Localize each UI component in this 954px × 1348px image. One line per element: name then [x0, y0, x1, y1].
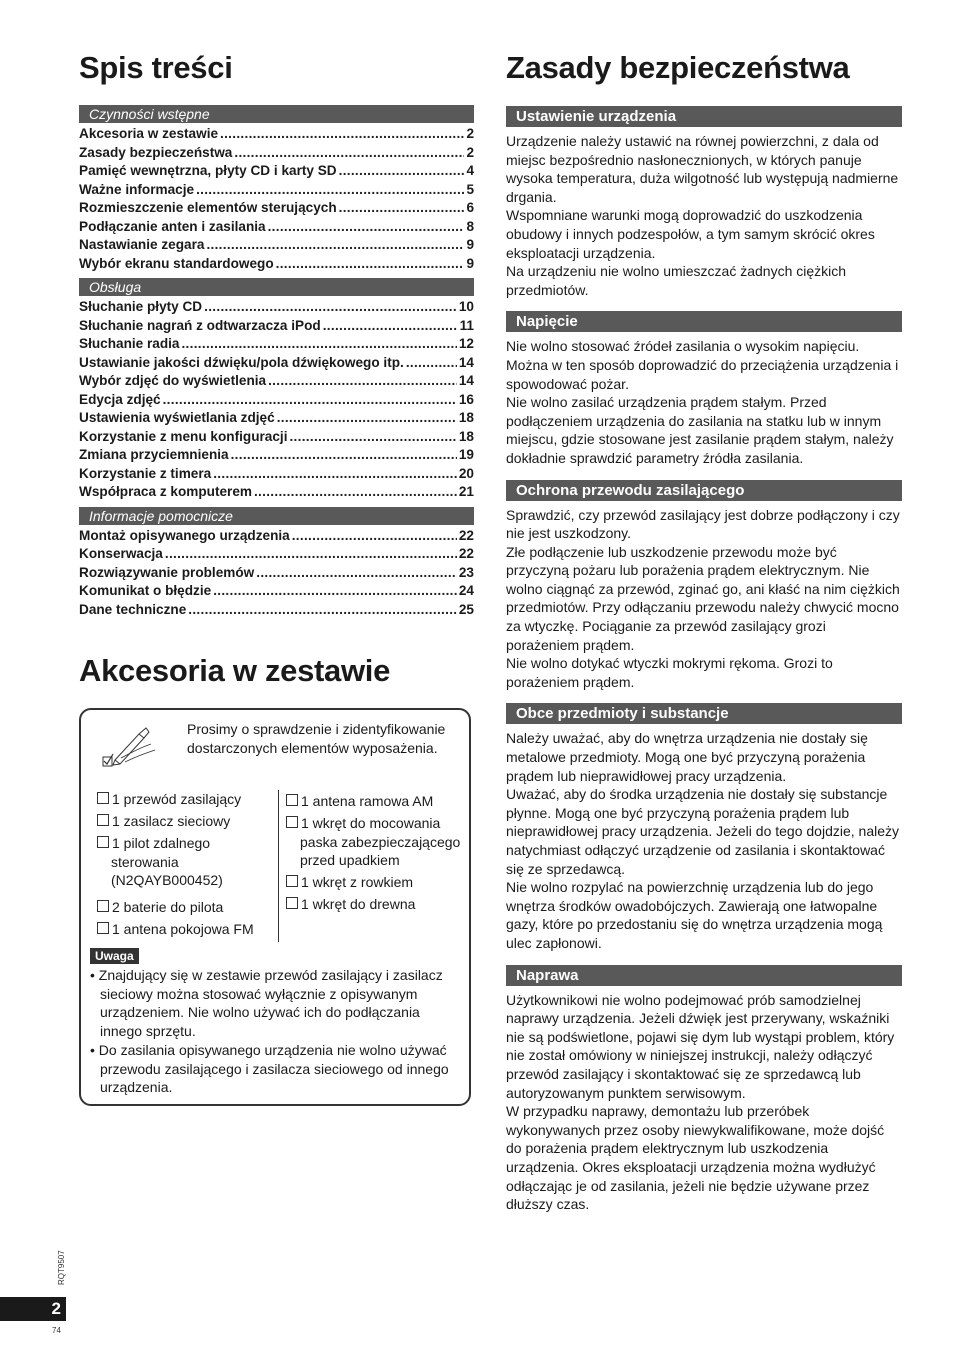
toc-entry-page: 12	[458, 336, 474, 351]
toc-entry-page: 20	[458, 465, 474, 481]
toc-leader-dots	[256, 564, 457, 583]
safety-paragraph: Na urządzeniu nie wolno umieszczać żadnych ciężkich przedmiotów.	[506, 263, 847, 298]
safety-paragraph: Złe podłączenie lub uszkodzenie przewodu może być przyczyną pożaru lub porażenia prądem elektrycznym. Nie wolno ciągnąć za przewód, zginać go, ani kłaść na nim ciężkich przedmiotów. Przy odłączaniu przewodu należy chwycić mocno za wtyczkę. Pociąganie za przewód zasilający grozi porażeniem prądem.	[506, 543, 900, 653]
toc-entry[interactable]	[79, 162, 474, 181]
toc-leader-dots	[206, 236, 464, 255]
toc-entry-label: Zasady bezpieczeństwa	[79, 144, 233, 160]
accessory-item	[286, 814, 461, 870]
toc	[79, 105, 474, 619]
toc-leader-dots	[188, 601, 457, 620]
toc-entry-page: 5	[466, 181, 474, 197]
checkbox-icon[interactable]	[97, 814, 109, 826]
toc-entry[interactable]	[79, 446, 474, 465]
accessory-item	[286, 792, 461, 811]
accessory-label: 1 wkręt do drewna	[301, 896, 416, 912]
toc-leader-dots	[163, 391, 457, 410]
toc-entry[interactable]	[79, 255, 474, 274]
toc-leader-dots	[196, 181, 464, 200]
toc-entry[interactable]	[79, 564, 474, 583]
toc-leader-dots	[277, 409, 457, 428]
accessories-title: Akcesoria w zestawie	[79, 653, 391, 688]
toc-entry-page: 22	[458, 546, 474, 561]
accessory-item	[286, 895, 461, 914]
toc-entry-label: Ustawienia wyświetlania zdjęć	[79, 410, 275, 425]
toc-entry-page: 2	[466, 126, 474, 141]
column-divider	[278, 790, 279, 942]
toc-entry-page: 9	[466, 255, 474, 271]
toc-leader-dots	[234, 144, 464, 163]
toc-entry-page: 6	[466, 200, 474, 215]
toc-entry[interactable]	[79, 428, 474, 447]
checkbox-icon[interactable]	[97, 900, 109, 912]
toc-leader-dots	[220, 125, 464, 144]
accessory-item	[97, 898, 277, 917]
toc-entry[interactable]	[79, 298, 474, 317]
safety-paragraph: Uważać, aby do środka urządzenia nie dostały się substancje płynne. Mogą one być przyczyną porażenia prądem lub nieprawidłowej pracy urządzenia. Jeżeli do tego dojdzie, należy natychmiast odłączyć urządzenie od zasilania i skontaktować się ze sprzedawcą.	[506, 786, 900, 877]
toc-section-heading: Czynności wstępne	[79, 105, 474, 123]
toc-entry-label: Podłączanie anten i zasilania	[79, 218, 266, 234]
toc-entry-label: Zmiana przyciemnienia	[79, 447, 229, 462]
toc-entry[interactable]	[79, 465, 474, 484]
toc-section-heading: Obsługa	[79, 278, 474, 296]
note-text: Do zasilania opisywanego urządzenia nie wolno używać przewodu zasilającego i zasilacza sieciowego od innego urządzenia.	[98, 1041, 449, 1096]
safety-section-body	[506, 132, 902, 299]
accessory-item	[286, 873, 461, 892]
checkbox-icon[interactable]	[286, 897, 298, 909]
toc-leader-dots	[165, 545, 457, 564]
toc-list	[79, 125, 474, 273]
note-label: Uwaga	[90, 948, 139, 964]
safety-title: Zasady bezpieczeństwa	[506, 50, 850, 85]
toc-entry-page: 9	[466, 237, 474, 252]
safety-paragraph: Należy uważać, aby do wnętrza urządzenia nie dostały się metalowe przedmioty. Mogą one być przyczyną porażenia prądem lub nieprawidłowej pracy urządzenia.	[506, 730, 868, 784]
accessory-label: 1 przewód zasilający	[112, 791, 242, 807]
toc-entry-page: 18	[458, 410, 474, 425]
toc-leader-dots	[339, 162, 465, 181]
accessory-label: 1 antena ramowa AM	[301, 793, 434, 809]
toc-entry-label: Ustawianie jakości dźwięku/pola dźwiękowego itp.	[79, 354, 404, 370]
toc-entry[interactable]	[79, 125, 474, 144]
toc-leader-dots	[231, 446, 457, 465]
toc-entry-page: 24	[458, 583, 474, 598]
toc-entry-label: Dane techniczne	[79, 601, 187, 617]
toc-entry[interactable]	[79, 317, 474, 336]
toc-list	[79, 527, 474, 620]
accessories-right-list	[286, 792, 461, 917]
toc-entry-label: Montaż opisywanego urządzenia	[79, 527, 290, 543]
toc-entry[interactable]	[79, 409, 474, 428]
toc-entry-label: Korzystanie z timera	[79, 465, 212, 481]
toc-entry-page: 8	[466, 218, 474, 234]
toc-entry[interactable]	[79, 601, 474, 620]
toc-entry-label: Akcesoria w zestawie	[79, 126, 219, 141]
toc-leader-dots	[406, 354, 457, 373]
accessories-box	[79, 708, 471, 1106]
toc-entry-page: 16	[458, 391, 474, 407]
toc-entry[interactable]	[79, 372, 474, 391]
toc-entry-page: 14	[458, 354, 474, 370]
page-number: 2	[0, 1297, 66, 1321]
accessory-label: 1 pilot zdalnego sterowania (N2QAYB000452)	[111, 835, 223, 888]
safety-paragraph: Nie wolno stosować źródeł zasilania o wysokim napięciu. Można w ten sposób doprowadzić do przeciążenia urządzenia i spowodować pożar.	[506, 338, 899, 392]
toc-title: Spis treści	[79, 50, 233, 85]
toc-entry-label: Ważne informacje	[79, 181, 195, 197]
toc-entry-page: 14	[458, 373, 474, 388]
toc-entry-page: 4	[466, 163, 474, 178]
checkbox-icon[interactable]	[97, 836, 109, 848]
safety-paragraph: Nie wolno dotykać wtyczki mokrymi rękoma. Grozi to porażeniem prądem.	[506, 655, 833, 690]
notes-list	[88, 966, 458, 1097]
toc-leader-dots	[339, 199, 465, 218]
toc-leader-dots	[254, 483, 457, 502]
safety-section-heading: Ustawienie urządzenia	[506, 106, 902, 127]
accessory-item	[97, 920, 277, 939]
toc-leader-dots	[213, 465, 457, 484]
safety-paragraph: Urządzenie należy ustawić na równej powierzchni, z dala od miejsc bezpośrednio nasłonecznionych, w których panuje wysoka temperatura, duża wilgotność lub występują nadmierne drgania.	[506, 133, 899, 205]
toc-entry-label: Wybór zdjęć do wyświetlenia	[79, 373, 267, 388]
toc-leader-dots	[289, 428, 456, 447]
toc-entry-page: 2	[466, 144, 474, 160]
safety-paragraph: Użytkownikowi nie wolno podejmować prób samodzielnej naprawy urządzenia. Jeżeli dźwięk jest przerywany, wskaźniki nie są podświetlone, pojawi się dym lub wystąpi problem, który nie został omówiony w niniejszej instrukcji, należy odłączyć przewód zasilający i skontaktować się ze sprzedawcą lub autoryzowanym punktem serwisowym.	[506, 991, 895, 1101]
toc-entry[interactable]	[79, 527, 474, 546]
toc-entry-label: Współpraca z komputerem	[79, 484, 252, 499]
note-item	[88, 1041, 458, 1097]
safety-section-heading: Ochrona przewodu zasilającego	[506, 480, 902, 501]
safety-section-heading: Napięcie	[506, 311, 902, 332]
note-text: Znajdujący się w zestawie przewód zasilający i zasilacz sieciowy można stosować wyłącznie z opisywanym urządzeniem. Nie wolno używać ich do podłączania innego sprzętu.	[98, 967, 443, 1040]
toc-leader-dots	[292, 527, 457, 546]
toc-entry-label: Edycja zdjęć	[79, 391, 161, 407]
bullet-icon: •	[90, 967, 99, 983]
checkbox-icon[interactable]	[286, 794, 298, 806]
accessory-label: 1 antena pokojowa FM	[112, 920, 254, 937]
toc-entry[interactable]	[79, 181, 474, 200]
toc-entry-label: Słuchanie płyty CD	[79, 299, 203, 314]
toc-entry-page: 22	[458, 527, 474, 543]
safety-section	[506, 106, 902, 299]
toc-entry[interactable]	[79, 236, 474, 255]
toc-entry-page: 21	[458, 484, 474, 499]
toc-entry[interactable]	[79, 354, 474, 373]
toc-entry-label: Wybór ekranu standardowego	[79, 255, 274, 271]
safety-paragraph: Nie wolno zasilać urządzenia prądem stałym. Przed podłączeniem urządzenia do zasilania na statku lub w innym miejscu, gdzie stosowane jest zasilanie prądem stałym, należy dokładnie sprawdzić parametry źródła zasilania.	[506, 394, 894, 466]
toc-entry[interactable]	[79, 335, 474, 354]
toc-entry-page: 11	[459, 317, 474, 333]
checkbox-icon[interactable]	[286, 875, 298, 887]
toc-list	[79, 298, 474, 502]
accessory-item	[97, 812, 277, 831]
safety-paragraph: Sprawdzić, czy przewód zasilający jest dobrze podłączony i czy nie jest uszkodzony.	[506, 506, 900, 542]
toc-entry-label: Pamięć wewnętrzna, płyty CD i karty SD	[79, 163, 337, 178]
toc-section-heading: Informacje pomocnicze	[79, 507, 474, 525]
safety-paragraph: Wspomniane warunki mogą doprowadzić do uszkodzenia obudowy i innych podzespołów, a tym samym skrócić okres eksploatacji urządzenia.	[506, 207, 875, 261]
toc-entry-label: Słuchanie radia	[79, 336, 180, 351]
right-column	[506, 48, 902, 1214]
safety-section	[506, 703, 902, 952]
pen-checkmark-icon	[99, 724, 159, 774]
toc-entry-label: Korzystanie z menu konfiguracji	[79, 428, 288, 444]
safety-sections	[506, 106, 902, 1214]
doc-code: RQT9507	[57, 1250, 66, 1285]
accessory-label: 1 zasilacz sieciowy	[112, 813, 231, 829]
toc-entry[interactable]	[79, 483, 474, 502]
toc-entry[interactable]	[79, 199, 474, 218]
safety-section-heading: Obce przedmioty i substancje	[506, 703, 902, 724]
toc-leader-dots	[268, 372, 457, 391]
safety-paragraph: W przypadku naprawy, demontażu lub przeróbek wykonywanych przez osoby niewykwalifikowane, może dojść do porażenia prądem elektrycznym lub uszkodzenia urządzenia. Okres eksploatacji urządzenia można wydłużyć odłączając je od zasilania, jeżeli nie będzie używane przez dłuższy czas.	[506, 1103, 885, 1213]
toc-entry-page: 23	[458, 564, 474, 580]
safety-section	[506, 311, 902, 467]
safety-section-body	[506, 729, 902, 952]
safety-section-heading: Naprawa	[506, 965, 902, 986]
toc-entry[interactable]	[79, 582, 474, 601]
toc-leader-dots	[204, 298, 457, 317]
toc-entry[interactable]	[79, 144, 474, 163]
safety-section	[506, 480, 902, 692]
toc-leader-dots	[323, 317, 458, 336]
note-item	[88, 966, 458, 1041]
toc-entry[interactable]	[79, 391, 474, 410]
page-small-number: 74	[52, 1326, 61, 1335]
toc-entry[interactable]	[79, 218, 474, 237]
accessory-item	[97, 790, 277, 809]
safety-paragraph: Nie wolno rozpylać na powierzchnię urządzenia lub do jego wnętrza środków owadobójczych. Zawierają one łatwopalne gazy, które po przedostaniu się do wnętrza urządzenia mogą ulec zapłonowi.	[506, 879, 883, 951]
toc-leader-dots	[268, 218, 465, 237]
safety-section-body	[506, 337, 902, 467]
toc-leader-dots	[181, 335, 456, 354]
safety-section	[506, 965, 902, 1214]
toc-entry-page: 18	[458, 428, 474, 444]
accessories-intro: Prosimy o sprawdzenie i zidentyfikowanie dostarczonych elementów wyposażenia.	[187, 721, 446, 756]
toc-entry-page: 19	[458, 447, 474, 462]
accessories-left-list	[97, 790, 277, 942]
toc-entry[interactable]	[79, 545, 474, 564]
accessory-label: 2 baterie do pilota	[112, 898, 224, 915]
accessory-label: 1 wkręt do mocowania paska zabezpieczającego przed upadkiem	[300, 815, 461, 868]
checkbox-icon[interactable]	[97, 922, 109, 934]
accessory-label: 1 wkręt z rowkiem	[301, 874, 414, 890]
toc-entry-label: Rozmieszczenie elementów sterujących	[79, 200, 337, 215]
toc-entry-page: 25	[458, 601, 474, 617]
checkbox-icon[interactable]	[97, 792, 109, 804]
toc-entry-label: Nastawianie zegara	[79, 237, 205, 252]
safety-section-body	[506, 506, 902, 692]
toc-entry-label: Komunikat o błędzie	[79, 583, 212, 598]
toc-leader-dots	[276, 255, 465, 274]
accessory-item	[97, 834, 277, 890]
checkbox-icon[interactable]	[286, 816, 298, 828]
safety-section-body	[506, 991, 902, 1214]
toc-leader-dots	[213, 582, 457, 601]
bullet-icon: •	[90, 1041, 99, 1058]
left-column	[79, 48, 474, 624]
toc-entry-page: 10	[458, 299, 474, 314]
toc-entry-label: Słuchanie nagrań z odtwarzacza iPod	[79, 317, 321, 333]
toc-entry-label: Konserwacja	[79, 546, 163, 561]
toc-entry-label: Rozwiązywanie problemów	[79, 564, 255, 580]
